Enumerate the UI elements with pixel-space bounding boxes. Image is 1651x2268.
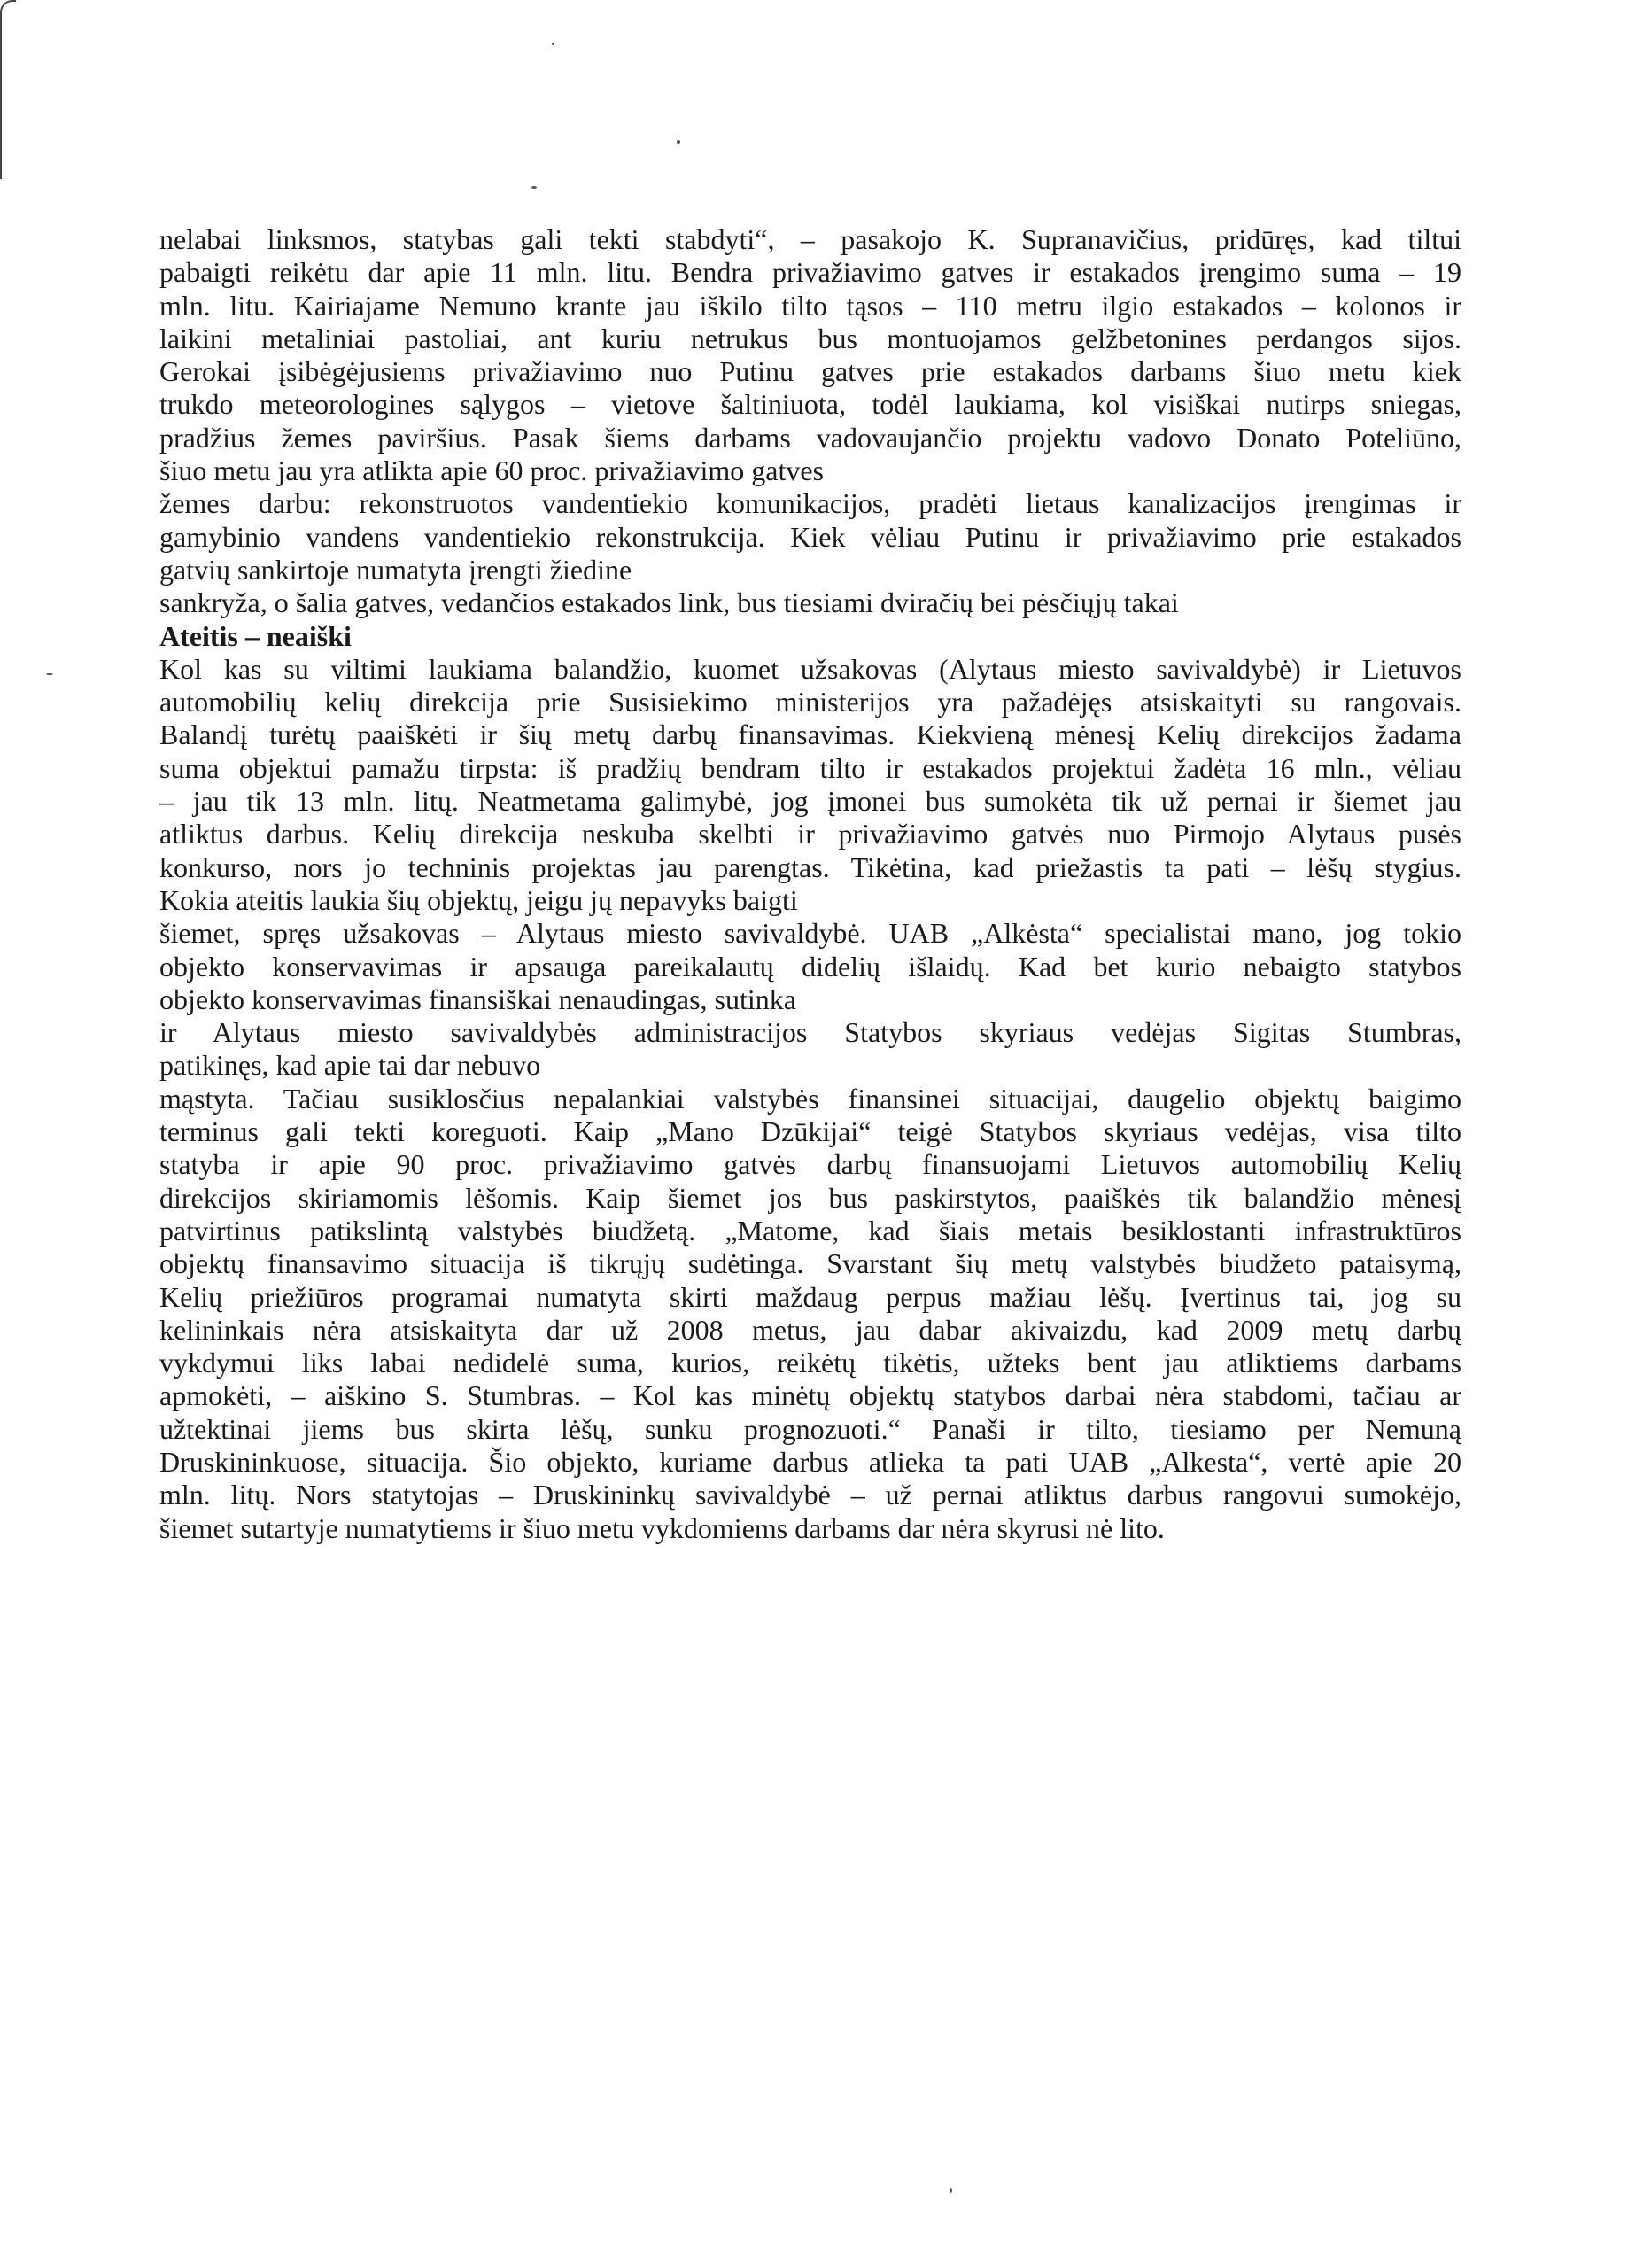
text-line: sankryža, o šalia gatves, vedančios estakados link, bus tiesiami dviračių bei pėsčiųjų takai: [159, 586, 1179, 619]
text-line: Kol kas su viltimi laukiama balandžio, kuomet užsakovas (Alytaus miesto savivaldybė) ir Lietuvos: [159, 652, 1461, 685]
text-line: apmokėti, – aiškino S. Stumbras. – Kol kas minėtų objektų statybos darbai nėra stabdomi, tačiau ar: [159, 1379, 1461, 1412]
text-line: mąstyta. Tačiau susiklosčius nepalankiai valstybės finansinei situacijai, daugelio objektų baigimo: [159, 1082, 1461, 1115]
text-line: žemes darbu: rekonstruotos vandentiekio komunikacijos, pradėti lietaus kanalizacijos įrengimas ir: [159, 487, 1461, 520]
text-line: gatvių sankirtoje numatyta įrengti žiedine: [159, 553, 632, 586]
text-line: pradžius žemes paviršius. Pasak šiems darbams vadovaujančio projektu vadovo Donato Poteliūno,: [159, 421, 1461, 454]
text-line: – jau tik 13 mln. litų. Neatmetama galimybė, jog įmonei bus sumokėta tik už pernai ir šiemet jau: [159, 785, 1461, 818]
text-line: suma objektui pamažu tirpsta: iš pradžių bendram tilto ir estakados projektui žadėta 16 mln., vėliau: [159, 751, 1461, 784]
text-line: nelabai linksmos, statybas gali tekti stabdyti“, – pasakojo K. Supranavičius, pridūręs, kad tiltui: [159, 223, 1461, 255]
text-line: šiemet sutartyje numatytiems ir šiuo metu vykdomiems darbams dar nėra skyrusi nė lito.: [159, 1511, 1165, 1544]
text-line: gamybinio vandens vandentiekio rekonstrukcija. Kiek vėliau Putinu ir privažiavimo prie estakados: [159, 520, 1461, 553]
scan-speck: [552, 43, 554, 45]
text-line: atliktus darbus. Kelių direkcija neskuba skelbti ir privažiavimo gatvės nuo Pirmojo Alytaus pusės: [159, 818, 1461, 850]
scan-speck: [46, 673, 53, 675]
document-body: [159, 223, 1461, 1545]
text-line: Druskininkuose, situacija. Šio objekto, kuriame darbus atlieka ta pati UAB „Alkesta“, vertė apie 20: [159, 1445, 1461, 1478]
text-line: Kokia ateitis laukia šių objektų, jeigu jų nepavyks baigti: [159, 883, 798, 916]
text-line: mln. litu. Kairiajame Nemuno krante jau iškilo tilto tąsos – 110 metru ilgio estakados – kolonos ir: [159, 289, 1461, 322]
text-line: konkurso, nors jo techninis projektas jau parengtas. Tikėtina, kad priežastis ta pati – lėšų stygius.: [159, 850, 1461, 883]
text-line: pabaigti reikėtu dar apie 11 mln. litu. Bendra privažiavimo gatves ir estakados įrengimo suma – 19: [159, 256, 1461, 289]
scan-speck: [677, 140, 680, 144]
text-line: ir Alytaus miesto savivaldybės administracijos Statybos skyriaus vedėjas Sigitas Stumbras,: [159, 1016, 1461, 1049]
text-line: patikinęs, kad apie tai dar nebuvo: [159, 1049, 541, 1082]
text-line: objektų finansavimo situacija iš tikrųjų sudėtinga. Svarstant šių metų valstybės biudžeto pataisymą,: [159, 1247, 1461, 1280]
text-line: Kelių priežiūros programai numatyta skirti maždaug perpus mažiau lėšų. Įvertinus tai, jog su: [159, 1280, 1461, 1313]
text-line: vykdymui liks labai nedidelė suma, kurios, reikėtų tikėtis, užteks bent jau atliktiems darbams: [159, 1347, 1461, 1379]
text-line: objekto konservavimas ir apsauga pareikalautų didelių išlaidų. Kad bet kurio nebaigto statybos: [159, 950, 1461, 983]
section-heading: Ateitis – neaiški: [159, 619, 352, 652]
text-line: trukdo meteorologines sąlygos – vietove šaltiniuota, todėl laukiama, kol visiškai nutirps sniegas,: [159, 388, 1461, 421]
text-line: mln. litų. Nors statytojas – Druskininkų savivaldybė – už pernai atliktus darbus rangovui sumokėjo,: [159, 1479, 1461, 1511]
text-line: terminus gali tekti koreguoti. Kaip „Mano Dzūkijai“ teigė Statybos skyriaus vedėjas, visa tilto: [159, 1115, 1461, 1148]
text-line: direkcijos skiriamomis lėšomis. Kaip šiemet jos bus paskirstytos, paaiškės tik balandžio mėnesį: [159, 1181, 1461, 1214]
text-line: šiemet, spręs užsakovas – Alytaus miesto savivaldybė. UAB „Alkėsta“ specialistai mano, jog tokio: [159, 917, 1461, 950]
text-line: kelininkais nėra atsiskaityta dar už 2008 metus, jau dabar akivaizdu, kad 2009 metų darbų: [159, 1313, 1461, 1346]
scan-page-edge: [0, 0, 16, 179]
text-line: statyba ir apie 90 proc. privažiavimo gatvės darbų finansuojami Lietuvos automobilių Kelių: [159, 1148, 1461, 1181]
text-line: laikini metaliniai pastoliai, ant kuriu netrukus bus montuojamos gelžbetonines perdangos sijos.: [159, 322, 1461, 354]
scan-speck: [531, 186, 537, 189]
text-line: automobilių kelių direkcija prie Susisiekimo ministerijos yra pažadėjęs atsiskaityti su rangovais.: [159, 686, 1461, 718]
text-line: užtektinai jiems bus skirta lėšų, sunku prognozuoti.“ Panaši ir tilto, tiesiamo per Nemuną: [159, 1412, 1461, 1445]
text-line: Gerokai įsibėgėjusiems privažiavimo nuo Putinu gatves prie estakados darbams šiuo metu kiek: [159, 355, 1461, 388]
text-line: objekto konservavimas finansiškai nenaudingas, sutinka: [159, 983, 796, 1015]
text-line: patvirtinus patikslintą valstybės biudžetą. „Matome, kad šiais metais besiklostanti infrastruktūros: [159, 1214, 1461, 1247]
text-line: šiuo metu jau yra atlikta apie 60 proc. privažiavimo gatves: [159, 454, 824, 487]
text-line: Balandį turėtų paaiškėti ir šių metų darbų finansavimas. Kiekvieną mėnesį Kelių direkcijos žadama: [159, 718, 1461, 751]
scan-speck: [950, 2188, 952, 2193]
